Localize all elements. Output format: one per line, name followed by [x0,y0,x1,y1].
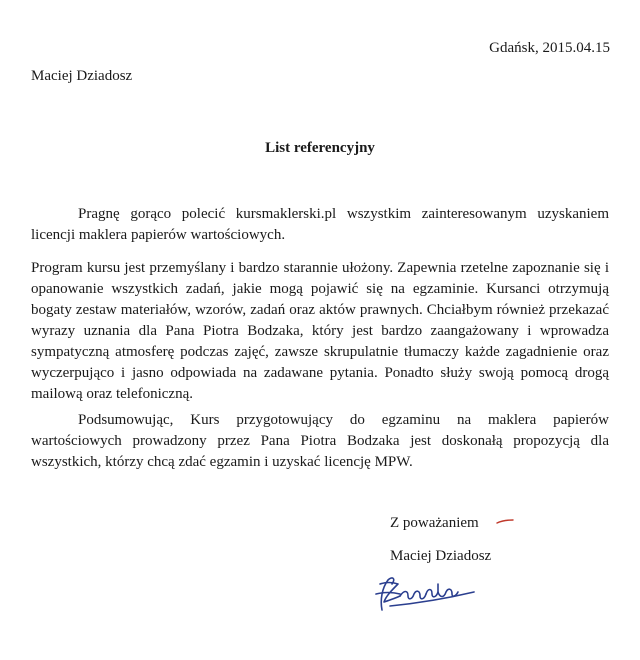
sender-name: Maciej Dziadosz [31,68,133,84]
handwritten-signature [370,570,480,616]
paragraph-recommendation: Pragnę gorąco polecić kursmaklerski.pl wszystkim zainteresowanym uzyskaniem licencji maklera papierów wartościowych. [31,206,609,243]
pen-mark-icon [496,517,514,525]
signer-name: Maciej Dziadosz [390,548,492,564]
paragraph-summary: Podsumowując, Kurs przygotowujący do egzaminu na maklera papierów wartościowych prowadzony przez Pana Piotra Bodzaka jest doskonałą propozycją dla wszystkich, którzy chcą zdać egzamin i uzyskać licencję MPW. [31,412,609,470]
closing-salutation: Z poważaniem [390,515,479,531]
paragraph-program: Program kursu jest przemyślany i bardzo starannie ułożony. Zapewnia rzetelne zapoznanie się i opanowanie wszystkich zadań, jakie mogą pojawić się na egzaminie. Kursanci otrzymują bogaty zestaw materiałów, wzorów, zadań oraz aktów prawnych. Chciałbym również przekazać wyrazy uznania dla Pana Piotra Bodzaka, który jest bardzo zaangażowany i wprowadza sympatyczną atmosferę podczas zajęć, zawsze skrupulatnie tłumaczy każde zagadnienie oraz wyczerpująco i jasno odpowiada na zadawane pytania. Ponadto służy swoją pomocą drogą mailową oraz telefoniczną. [31,260,609,402]
place-date: Gdańsk, 2015.04.15 [489,40,610,56]
letter-title: List referencyjny [265,140,375,156]
